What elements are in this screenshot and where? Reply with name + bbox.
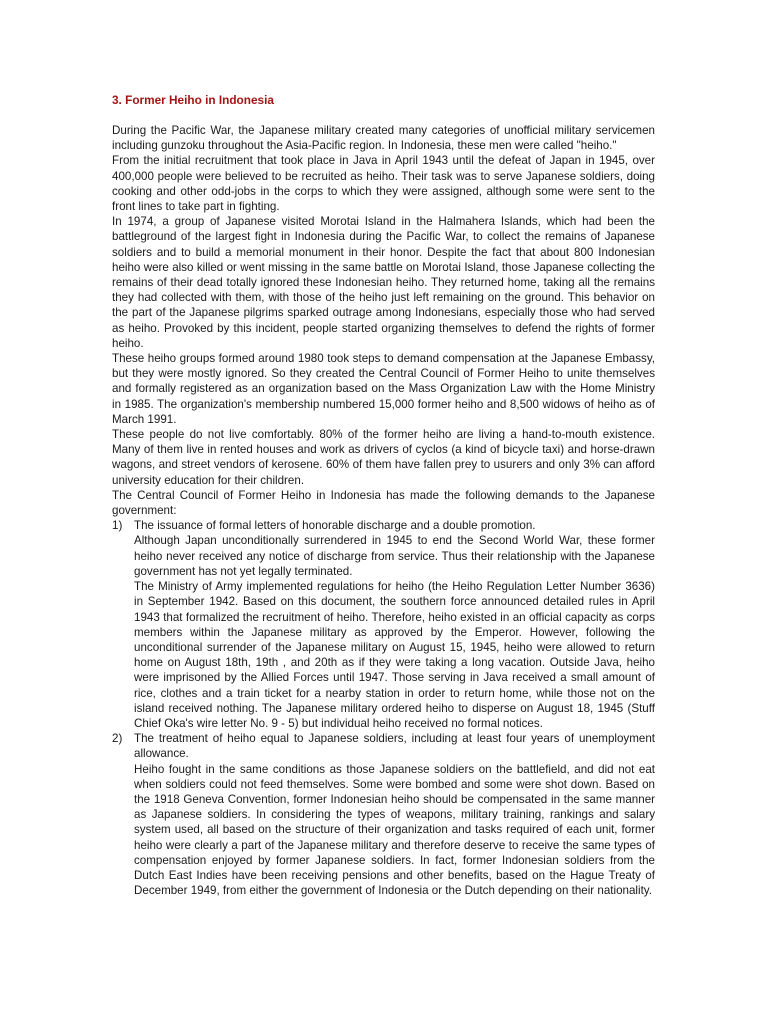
demand-detail: The Ministry of Army implemented regulations for heiho (the Heiho Regulation Letter Number 3636) in September 1942. Based on this document, the southern force announced detailed rules in April 1943 that formalized the recruitment of heiho. Therefore, heiho existed in an official capacity as corps members within the Japanese military as approved by the Emperor. However, following the unconditional surrender of the Japanese military on August 15, 1945, heiho were allowed to return home on August 18th, 19th , and 20th as if they were taking a long vacation. Outside Java, heiho were imprisoned by the Allied Forces until 1947. Those serving in Java received a small amount of rice, clothes and a train ticket for a nearby station in order to return home, while those not on the island received nothing. The Japanese military ordered heiho to disperse on August 18, 1945 (Stuff Chief Oka's wire letter No. 9 - 5) but individual heiho received no formal notices. bbox=[134, 580, 655, 730]
demand-detail: Although Japan unconditionally surrendered in 1945 to end the Second World War, these former heiho never received any notice of discharge from service. Thus their relationship with the Japanese government has not yet legally terminated. bbox=[134, 534, 655, 578]
demand-number: 2) bbox=[112, 732, 123, 746]
document-page bbox=[112, 93, 655, 898]
demand-detail: Heiho fought in the same conditions as those Japanese soldiers on the battlefield, and did not eat when soldiers could not feed themselves. Some were bombed and some were shot down. Based on the 1918 Geneva Convention, former Indonesian heiho should be compensated in the same manner as Japanese soldiers. In considering the types of weapons, military training, rankings and salary system used, all based on the structure of their organization and tasks required of each unit, former heiho were clearly a part of the Japanese military and therefore deserve to receive the same types of compensation enjoyed by former Japanese soldiers. In fact, former Indonesian soldiers from the Dutch East Indies have been receiving pensions and other benefits, based on the Hague Treaty of December 1949, from either the government of Indonesia or the Dutch depending on their nationality. bbox=[134, 762, 655, 898]
demand-body bbox=[134, 731, 655, 898]
demand-item bbox=[112, 731, 655, 898]
body-paragraph: During the Pacific War, the Japanese military created many categories of unofficial military servicemen including gunzoku throughout the Asia-Pacific region. In Indonesia, these men were called "heiho." bbox=[112, 124, 655, 153]
demand-number: 1) bbox=[112, 519, 123, 533]
body-paragraph: These heiho groups formed around 1980 took steps to demand compensation at the Japanese Embassy, but they were mostly ignored. So they created the Central Council of Former Heiho to unite themselves and formally registered as an organization based on the Mass Organization Law with the Home Ministry in 1985. The organization's membership numbered 15,000 former heiho and 8,500 widows of heiho as of March 1991. bbox=[112, 352, 655, 426]
section-heading: 3. Former Heiho in Indonesia bbox=[112, 93, 274, 107]
demand-body bbox=[134, 518, 655, 731]
body-paragraph: In 1974, a group of Japanese visited Morotai Island in the Halmahera Islands, which had been the battleground of the largest fight in Indonesia during the Pacific War, to collect the remains of Japanese soldiers and to build a memorial monument in their honor. Despite the fact that about 800 Indonesian heiho were also killed or went missing in the same battle on Morotai Island, those Japanese collecting the remains of their dead totally ignored these Indonesian heiho. They returned home, taking all the remains they had collected with them, with those of the heiho just left remaining on the ground. This behavior on the part of the Japanese pilgrims sparked outrage among Indonesians, especially those who had served as heiho. Provoked by this incident, people started organizing themselves to defend the rights of former heiho. bbox=[112, 215, 655, 350]
body-paragraph: From the initial recruitment that took place in Java in April 1943 until the defeat of Japan in 1945, over 400,000 people were believed to be recruited as heiho. Their task was to serve Japanese soldiers, doing cooking and other odd-jobs in the corps to which they were assigned, although some were sent to the front lines to take part in fighting. bbox=[112, 154, 655, 214]
demand-title: The treatment of heiho equal to Japanese soldiers, including at least four years of unemployment allowance. bbox=[134, 732, 655, 761]
demand-title: The issuance of formal letters of honorable discharge and a double promotion. bbox=[134, 519, 536, 533]
body-paragraph: The Central Council of Former Heiho in Indonesia has made the following demands to the Japanese government: bbox=[112, 488, 655, 518]
demand-item bbox=[112, 518, 655, 731]
body-paragraph: These people do not live comfortably. 80% of the former heiho are living a hand-to-mouth existence. Many of them live in rented houses and work as drivers of cyclos (a kind of bicycle taxi) and horse-drawn wagons, and street vendors of kerosene. 60% of them have fallen prey to usurers and only 3% can afford university education for their children. bbox=[112, 428, 655, 487]
